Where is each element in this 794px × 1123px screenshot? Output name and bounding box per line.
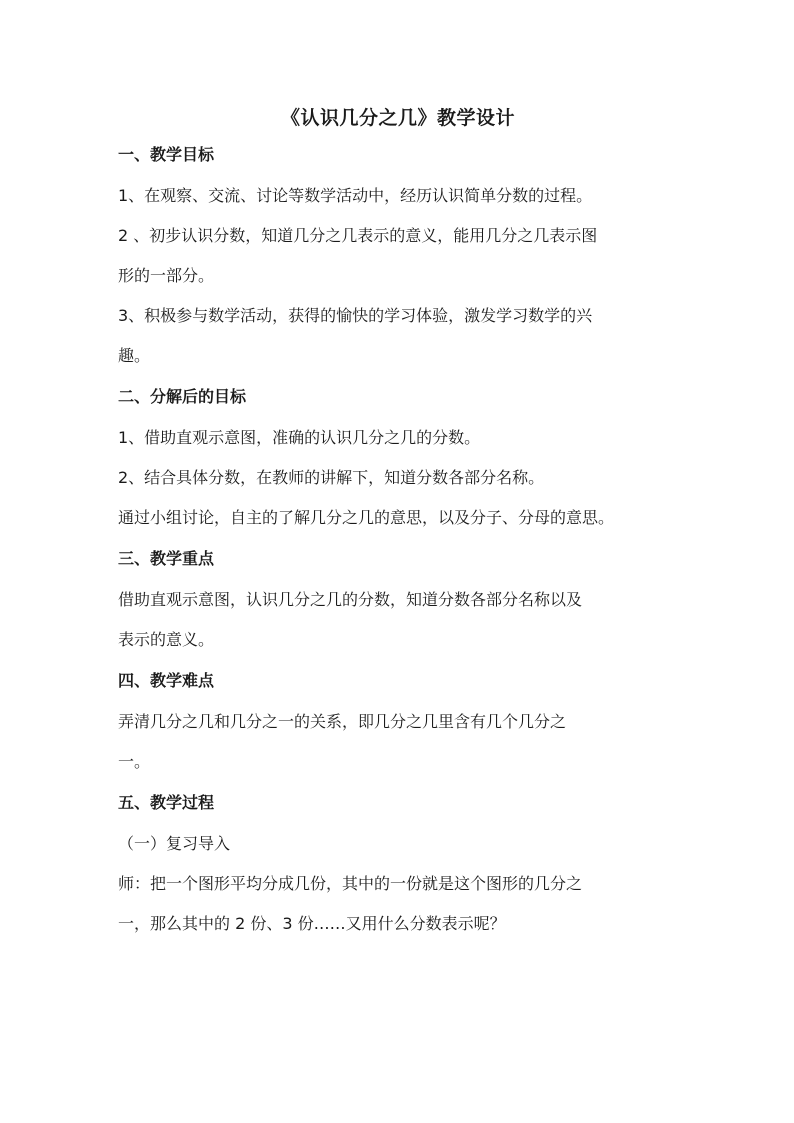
- section-heading-difficulties: 四、教学难点: [118, 671, 215, 690]
- paragraph-continuation: 形的一部分。: [118, 266, 215, 285]
- document-body: [118, 104, 678, 944]
- section-heading-decomposed-goals: 二、分解后的目标: [118, 387, 247, 406]
- paragraph: 弄清几分之几和几分之一的关系，即几分之几里含有几个几分之: [118, 712, 567, 731]
- section-heading-teaching-goals: 一、教学目标: [118, 145, 215, 164]
- subsection-heading: （一）复习导入: [118, 834, 231, 853]
- paragraph-continuation: 趣。: [118, 346, 151, 365]
- paragraph: 3、积极参与数学活动，获得的愉快的学习体验，激发学习数学的兴: [118, 306, 593, 325]
- section-heading-teaching-process: 五、教学过程: [118, 793, 215, 812]
- paragraph: 2、结合具体分数，在教师的讲解下，知道分数各部分名称。: [118, 468, 545, 487]
- paragraph-continuation: 一，那么其中的 2 份、3 份……又用什么分数表示呢？: [118, 914, 506, 933]
- paragraph: 1、借助直观示意图，准确的认识几分之几的分数。: [118, 428, 481, 447]
- paragraph: 2 、初步认识分数，知道几分之几表示的意义，能用几分之几表示图: [118, 226, 598, 245]
- paragraph-continuation: 一。: [118, 752, 151, 771]
- paragraph-continuation: 表示的意义。: [118, 630, 215, 649]
- paragraph: 借助直观示意图，认识几分之几的分数，知道分数各部分名称以及: [118, 590, 583, 609]
- paragraph: 师：把一个图形平均分成几份，其中的一份就是这个图形的几分之: [118, 874, 583, 893]
- paragraph: 通过小组讨论，自主的了解几分之几的意思，以及分子、分母的意思。: [118, 508, 615, 527]
- paragraph: 1、在观察、交流、讨论等数学活动中，经历认识简单分数的过程。: [118, 186, 593, 205]
- section-heading-key-points: 三、教学重点: [118, 549, 215, 568]
- document-title: 《认识几分之几》教学设计: [280, 107, 515, 129]
